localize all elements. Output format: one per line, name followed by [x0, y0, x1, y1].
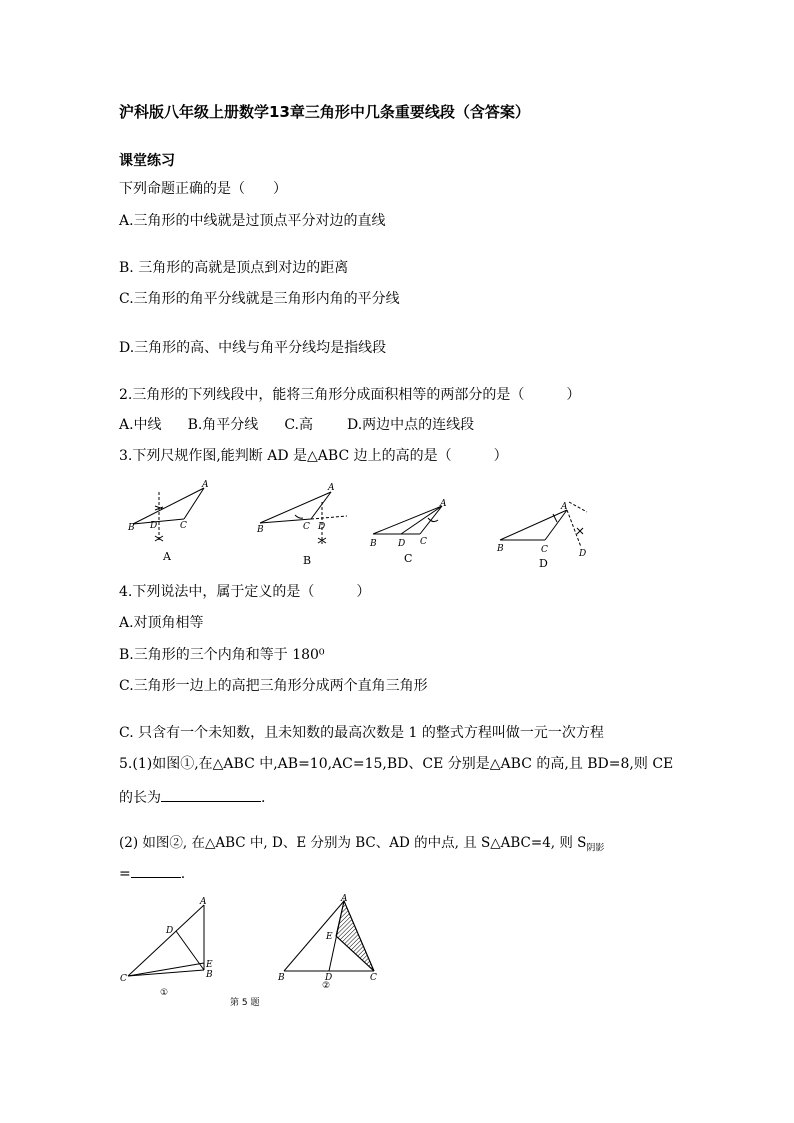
q3-label-a: A	[163, 550, 171, 563]
q4-option-d: C. 只含有一个未知数，且未知数的最高次数是 1 的整式方程叫做一元一次方程	[119, 725, 604, 741]
q5-figure-2	[230, 893, 392, 1008]
svg-text:B: B	[257, 525, 264, 535]
svg-text:D: D	[166, 926, 174, 936]
svg-text:D: D	[150, 521, 158, 531]
answer-blank-2	[131, 863, 181, 878]
svg-text:E: E	[326, 932, 333, 942]
svg-text:A: A	[341, 894, 348, 904]
svg-text:A: A	[561, 502, 568, 512]
q5-caption: 第 5 题	[230, 998, 260, 1008]
svg-text:B: B	[370, 539, 377, 549]
q5-fig2-label: ②	[322, 981, 331, 991]
svg-text:C: C	[303, 522, 310, 532]
q2-stem: 2.三角形的下列线段中，能将三角形分成面积相等的两部分的是（ ）	[119, 387, 581, 403]
q3-figure-c	[368, 496, 458, 571]
q3-stem: 3.下列尺规作图,能判断 AD 是△ABC 边上的高的是（ ）	[119, 448, 508, 464]
q2-option-d: D.两边中点的连线段	[346, 417, 475, 433]
q4-option-b: B.三角形的三个内角和等于 180⁰	[119, 647, 325, 663]
q3-figure-b	[255, 482, 360, 572]
q3-label-c: C	[404, 552, 413, 565]
answer-blank-1	[161, 787, 261, 802]
q5-part2-line1: (2) 如图②, 在△ABC 中, D、E 分别为 BC、AD 的中点, 且 S△ABC=4, 则 $S_{阴影}$	[119, 835, 605, 854]
svg-text:A: A	[202, 480, 209, 490]
q4-option-a: A.对顶角相等	[119, 615, 204, 631]
svg-text:A: A	[440, 499, 447, 509]
q5-fig1-label: ①	[160, 988, 169, 998]
q3-label-d: D	[539, 557, 548, 570]
q5-part1-line2: 的长为 .	[119, 787, 265, 807]
svg-text:D: D	[398, 539, 406, 549]
svg-text:D: D	[318, 522, 326, 532]
svg-text:C: C	[120, 974, 127, 984]
svg-text:B: B	[206, 970, 213, 980]
q4-option-c: C.三角形一边上的高把三角形分成两个直角三角形	[119, 678, 428, 694]
q5-part1-line1: 5.(1)如图①,在△ABC 中,AB=10,AC=15,BD、CE 分别是△ABC 的高,且 BD=8,则 CE	[119, 756, 674, 772]
q5-figure-1	[118, 893, 223, 1008]
svg-text:C: C	[370, 973, 377, 983]
page-title: 沪科版八年级上册数学13章三角形中几条重要线段（含答案）	[119, 103, 530, 121]
q1-option-a: A.三角形的中线就是过顶点平分对边的直线	[119, 213, 386, 229]
svg-text:E: E	[206, 960, 213, 970]
q1-option-d: D.三角形的高、中线与角平分线均是指线段	[119, 340, 387, 356]
q2-options	[119, 416, 500, 434]
svg-text:B: B	[278, 973, 285, 983]
q2-option-c: C.高	[284, 417, 313, 433]
section-heading: 课堂练习	[119, 153, 175, 169]
q5-part2-line2: = .	[119, 863, 185, 883]
svg-text:A: A	[328, 483, 335, 493]
q1-option-c: C.三角形的角平分线就是三角形内角的平分线	[119, 291, 400, 307]
svg-text:C: C	[541, 545, 548, 555]
q3-figure-a	[128, 478, 218, 568]
svg-text:A: A	[200, 897, 207, 907]
q3-label-b: B	[303, 554, 312, 567]
q3-figure-d	[495, 500, 595, 575]
q2-option-a: A.中线	[119, 417, 162, 433]
svg-text:B: B	[497, 544, 504, 554]
svg-text:D: D	[325, 973, 333, 983]
q1-option-b: B. 三角形的高就是顶点到对边的距离	[119, 260, 349, 276]
q2-option-b: B.角平分线	[187, 417, 259, 433]
svg-text:C: C	[420, 537, 427, 547]
svg-text:B: B	[128, 523, 135, 533]
svg-text:C: C	[180, 521, 187, 531]
q1-stem: 下列命题正确的是（ ）	[119, 181, 287, 197]
svg-text:D: D	[579, 549, 587, 559]
q4-stem: 4.下列说法中，属于定义的是（ ）	[119, 584, 371, 600]
